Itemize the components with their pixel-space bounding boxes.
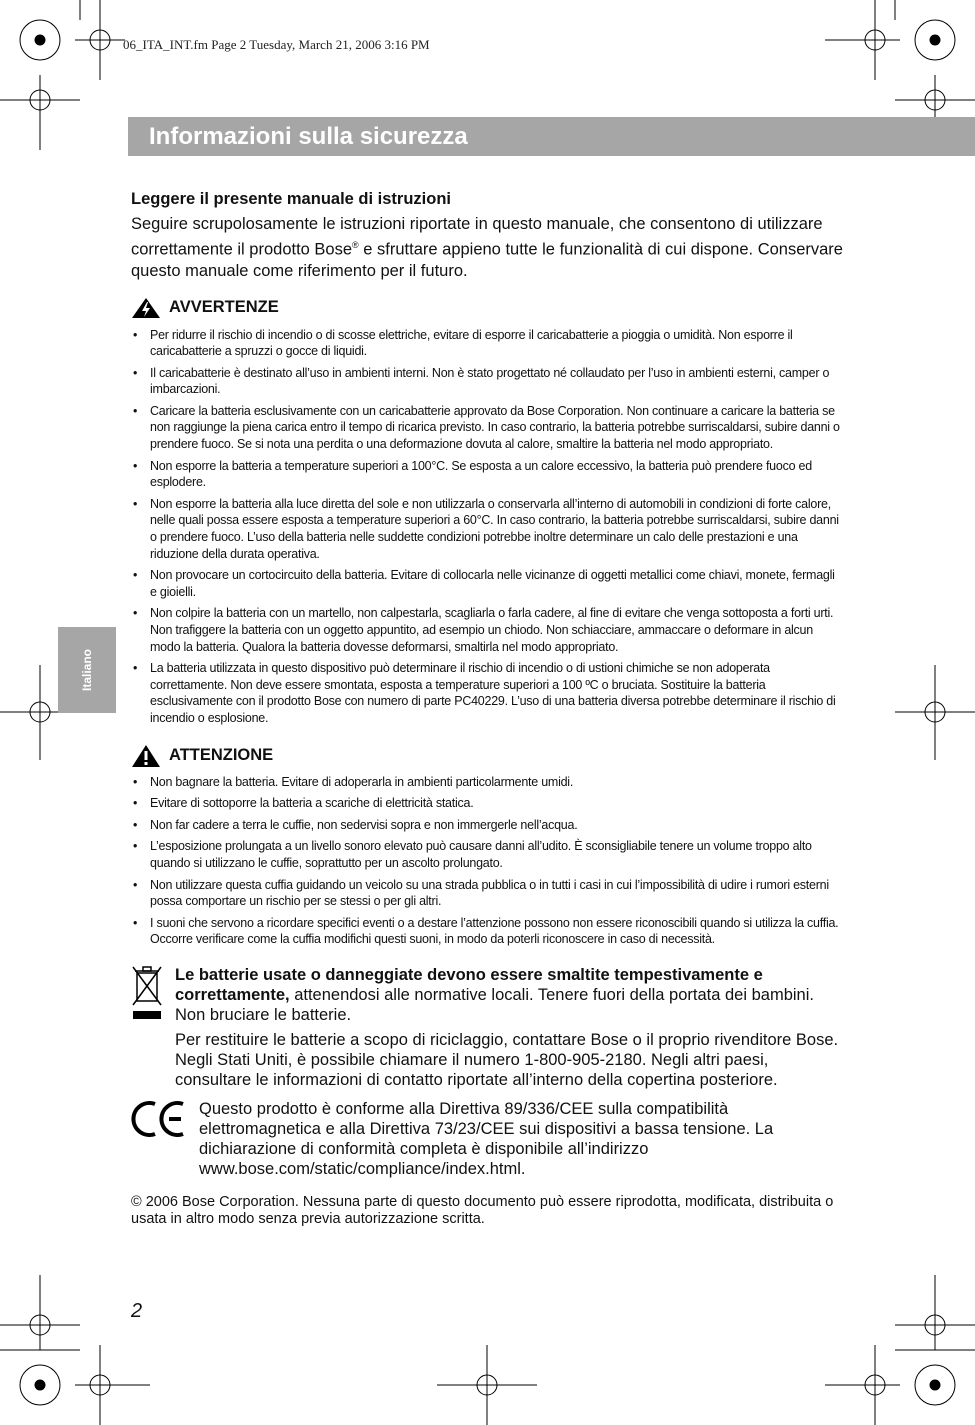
sunburst-mark-tr: [915, 20, 955, 60]
sunburst-mark-tl: [20, 20, 60, 60]
list-item: • Il caricabatterie è destinato all’uso in ambienti interni. Non è stato progettato né collaudato per l’uso in ambienti esterni, camper o imbarcazioni.: [131, 365, 843, 398]
crossed-out-bin-icon: [131, 965, 163, 1021]
list-item: • Non provocare un cortocircuito della batteria. Evitare di collocarla nelle vicinanze di oggetti metallici come chiavi, monete, fermagli e gioielli.: [131, 567, 843, 600]
page-number: 2: [131, 1300, 143, 1322]
warnings-list: [131, 327, 843, 727]
registered-mark: ®: [352, 240, 359, 250]
language-label: Italiano: [80, 648, 94, 692]
crosshair-mark-top-right: [825, 0, 900, 80]
print-header: 06_ITA_INT.fm Page 2 Tuesday, March 21, 2006 3:16 PM: [123, 37, 430, 52]
battery-disposal-text: Le batterie usate o danneggiate devono essere smaltite tempestivamente e correttamente, attenendosi alle normative locali. Tenere fuori della portata dei bambini. Non bruciare le batterie. Per restituire le batterie a scopo di riciclaggio, contattare Bose o il proprio rivenditore Bose. Negli Stati Uniti, è possibile chiamare il numero 1-800-905-2180. Negli altri paesi, consultare le informazioni di contatto riportate all’interno della copertina posteriore.: [175, 965, 843, 1095]
list-item: • Non utilizzare questa cuffia guidando un veicolo su una strada pubblica o in tutti i casi in cui l’impossibilità di udire i rumori esterni possa comportare un rischio per se stessi o per gli altri.: [131, 877, 843, 910]
sunburst-mark-bl: [20, 1365, 60, 1405]
page-title: Informazioni sulla sicurezza: [149, 123, 468, 150]
crosshair-mark-bottom-left: [75, 1345, 150, 1425]
battery-disposal-block: [131, 965, 843, 1095]
crosshair-mark-right-bottom: [895, 1275, 975, 1350]
manual-heading: Leggere il presente manuale di istruzioni: [131, 190, 451, 208]
ce-mark-icon: [131, 1099, 187, 1139]
list-item: • I suoni che servono a ricordare specifici eventi o a destare l’attenzione possono non essere riconoscibili quando si utilizza la cuffia. Occorre verificare come la cuffia modifichi questi suoni, in modo da poterli riconoscere in caso di necessità.: [131, 915, 843, 948]
list-item: • Non bagnare la batteria. Evitare di adoperarla in ambienti particolarmente umidi.: [131, 774, 843, 791]
battery-disposal-bold: Le batterie usate o danneggiate devono essere smaltite tempestivamente e correttamente,: [175, 965, 763, 1004]
electric-shock-warning-icon: [131, 297, 161, 319]
ce-compliance-text: Questo prodotto è conforme alla Direttiva 89/336/CEE sulla compatibilità elettromagnetica e alla Direttiva 73/23/CEE sui dispositivi a bassa tensione. La dichiarazione di conformità completa è disponibile all’indirizzo www.bose.com/static/compliance/index.html.: [199, 1099, 774, 1178]
list-item: • La batteria utilizzata in questo dispositivo può determinare il rischio di incendio o di ustioni chimiche se non adoperata correttamente. Non deve essere smontata, esposta a temperature superiori a 100 ºC o bruciata. Sostituire la batteria esclusivamente con il prodotto Bose con numero di parte PC40229. L’uso di una batteria diversa potrebbe determinare il rischio di incendio o esplosione.: [131, 660, 843, 726]
list-item: • Non colpire la batteria con un martello, non calpestarla, scagliarla o farla cadere, al fine di evitare che venga sottoposta a forti urti. Non trafiggere la batteria con un oggetto appuntito, ad esempio un chiodo. Non schiacciare, ammaccare o deformare in alcun modo la batteria. Qualora la batteria dovesse deformarsi, smaltirla nel modo appropriato.: [131, 605, 843, 655]
sunburst-mark-br: [915, 1365, 955, 1405]
copyright-notice: © 2006 Bose Corporation. Nessuna parte di questo documento può essere riprodotta, modificata, distribuita o usata in altro modo senza previa autorizzazione scritta.: [131, 1193, 834, 1227]
main-content: [131, 190, 843, 1228]
warnings-heading: AVVERTENZE: [131, 297, 843, 319]
exclamation-warning-icon: [131, 744, 161, 768]
crosshair-mark-top-left: [75, 0, 125, 80]
crosshair-mark-bottom-right: [825, 1345, 900, 1425]
list-item: • Non far cadere a terra le cuffie, non sedervisi sopra e non immergerle nell’acqua.: [131, 817, 843, 834]
battery-recycle-text: Per restituire le batterie a scopo di riciclaggio, contattare Bose o il proprio rivenditore Bose. Negli Stati Uniti, è possibile chiamare il numero 1-800-905-2180. Negli altri paesi, consultare le informazioni di contatto riportate all’interno della copertina posteriore.: [175, 1030, 839, 1089]
list-item: • L’esposizione prolungata a un livello sonoro elevato può causare danni all’udito. È sconsigliabile tenere un volume troppo alto quando si utilizzano le cuffie, soprattutto per un ascolto prolungato.: [131, 838, 843, 871]
ce-compliance-block: [131, 1099, 843, 1179]
crosshair-mark-right-mid: [895, 665, 975, 760]
list-item: • Non esporre la batteria alla luce diretta del sole e non utilizzarla o conservarla all’interno di automobili in condizioni di forte calore, nelle quali possa essere esposta a temperature superiori a 60°C. In caso contrario, la batteria potrebbe surriscaldarsi, subire danni o prendere fuoco. L’uso della batteria nelle suddette condizioni potrebbe inoltre determinare un calo delle prestazioni e una riduzione della durata operativa.: [131, 496, 843, 562]
list-item: • Caricare la batteria esclusivamente con un caricabatterie approvato da Bose Corporation. Non continuare a caricare la batteria se non raggiunge la piena carica entro il tempo di ricarica previsto. In caso contrario, la batteria potrebbe surriscaldarsi, subire danni o prendere fuoco. Se si nota una perdita o una deformazione dovuta al calore, smaltire la batteria nel modo appropriato.: [131, 403, 843, 453]
crosshair-mark-bottom-center: [437, 1345, 537, 1425]
title-bar: [128, 117, 975, 156]
list-item: • Non esporre la batteria a temperature superiori a 100°C. Se esposta a un calore eccessivo, la batteria può prendere fuoco ed esplodere.: [131, 458, 843, 491]
list-item: • Evitare di sottoporre la batteria a scariche di elettricità statica.: [131, 795, 843, 812]
crosshair-mark-left-bottom: [0, 1275, 80, 1350]
cautions-heading: ATTENZIONE: [131, 744, 843, 768]
language-side-tab: [58, 627, 116, 713]
cautions-list: [131, 774, 843, 948]
list-item: • Per ridurre il rischio di incendio o di scosse elettriche, evitare di esporre il caricabatterie a pioggia o umidità. Non esporre il caricabatterie a spruzzi o gocce di liquidi.: [131, 327, 843, 360]
crosshair-mark-left-top: [0, 75, 80, 150]
manual-intro: Seguire scrupolosamente le istruzioni riportate in questo manuale, che consentono di utilizzare correttamente il prodotto Bose® e sfruttare appieno tutte le funzionalità di cui dispone. Conservare questo manuale come riferimento per il futuro.: [131, 215, 843, 280]
